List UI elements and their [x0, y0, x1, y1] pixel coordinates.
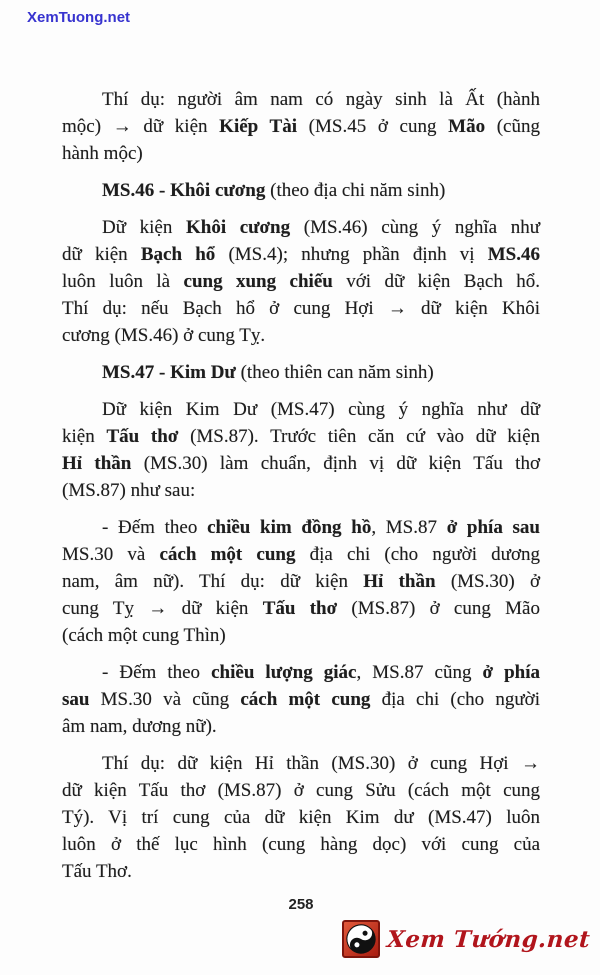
text-line: Thí dụ: người âm nam có ngày sinh là Ất (hành [102, 89, 540, 110]
text-line: Thí dụ: dữ kiện Hỉ thần (MS.30) ở cung Hợi → [102, 753, 540, 774]
text-line: - Đếm theo chiều kim đồng hồ, MS.87 ở phía sau [102, 517, 540, 538]
text-line: Tý). Vị trí cung của dữ kiện Kim dư (MS.47) luôn [62, 807, 540, 828]
body-paragraph [62, 659, 540, 740]
text-line: Hỉ thần (MS.30) làm chuẩn, định vị dữ kiện Tấu thơ [62, 453, 540, 474]
text-line: dữ kiện Bạch hổ (MS.4); nhưng phần định vị MS.46 [62, 244, 540, 265]
body-paragraph [62, 214, 540, 349]
text-line: Dữ kiện Khôi cương (MS.46) cùng ý nghĩa như [102, 217, 541, 238]
text-line: cung Tỵ → dữ kiện Tấu thơ (MS.87) ở cung Mão [62, 598, 540, 619]
yin-yang-icon [342, 920, 380, 958]
body-paragraph [62, 396, 540, 504]
text-line: sau MS.30 và cũng cách một cung địa chi (cho người [62, 689, 541, 710]
text-block [62, 86, 540, 895]
text-line: mộc) → dữ kiện Kiếp Tài (MS.45 ở cung Mão (cũng [62, 116, 540, 137]
text-line: cương (MS.46) ở cung Tỵ. [62, 325, 266, 346]
text-line: MS.46 - Khôi cương (theo địa chi năm sinh) [102, 180, 446, 201]
body-paragraph [62, 514, 540, 649]
text-line: âm nam, dương nữ). [62, 716, 217, 737]
text-line: hành mộc) [62, 143, 143, 164]
text-line: Dữ kiện Kim Dư (MS.47) cùng ý nghĩa như dữ [102, 399, 540, 420]
page-number: 258 [288, 896, 314, 913]
text-line: Thí dụ: nếu Bạch hổ ở cung Hợi → dữ kiện Khôi [62, 298, 540, 319]
body-paragraph [62, 750, 540, 885]
text-line: (cách một cung Thìn) [62, 625, 226, 646]
footer-logo-text: Xem Tướng.net [385, 925, 591, 953]
text-line: MS.30 và cách một cung địa chi (cho người dương [62, 544, 540, 565]
body-paragraph [62, 86, 540, 167]
section-heading [62, 177, 540, 204]
text-line: MS.47 - Kim Dư (theo thiên can năm sinh) [102, 362, 434, 383]
text-line: luôn ở thế lục hình (cung hàng dọc) với cung của [62, 834, 540, 855]
text-line: Tấu Thơ. [62, 861, 132, 882]
text-line: - Đếm theo chiều lượng giác, MS.87 cũng ở phía [102, 662, 540, 683]
footer-site-logo[interactable] [342, 920, 590, 958]
text-line: (MS.87) như sau: [62, 480, 196, 501]
text-line: dữ kiện Tấu thơ (MS.87) ở cung Sửu (cách một cung [62, 780, 540, 801]
text-line: kiện Tấu thơ (MS.87). Trước tiên căn cứ vào dữ kiện [62, 426, 541, 447]
text-line: luôn luôn là cung xung chiếu với dữ kiện Bạch hổ. [62, 271, 541, 292]
site-link-top[interactable]: XemTuong.net [27, 9, 131, 26]
section-heading [62, 359, 540, 386]
text-line: nam, âm nữ). Thí dụ: dữ kiện Hỉ thần (MS.30) ở [62, 571, 540, 592]
